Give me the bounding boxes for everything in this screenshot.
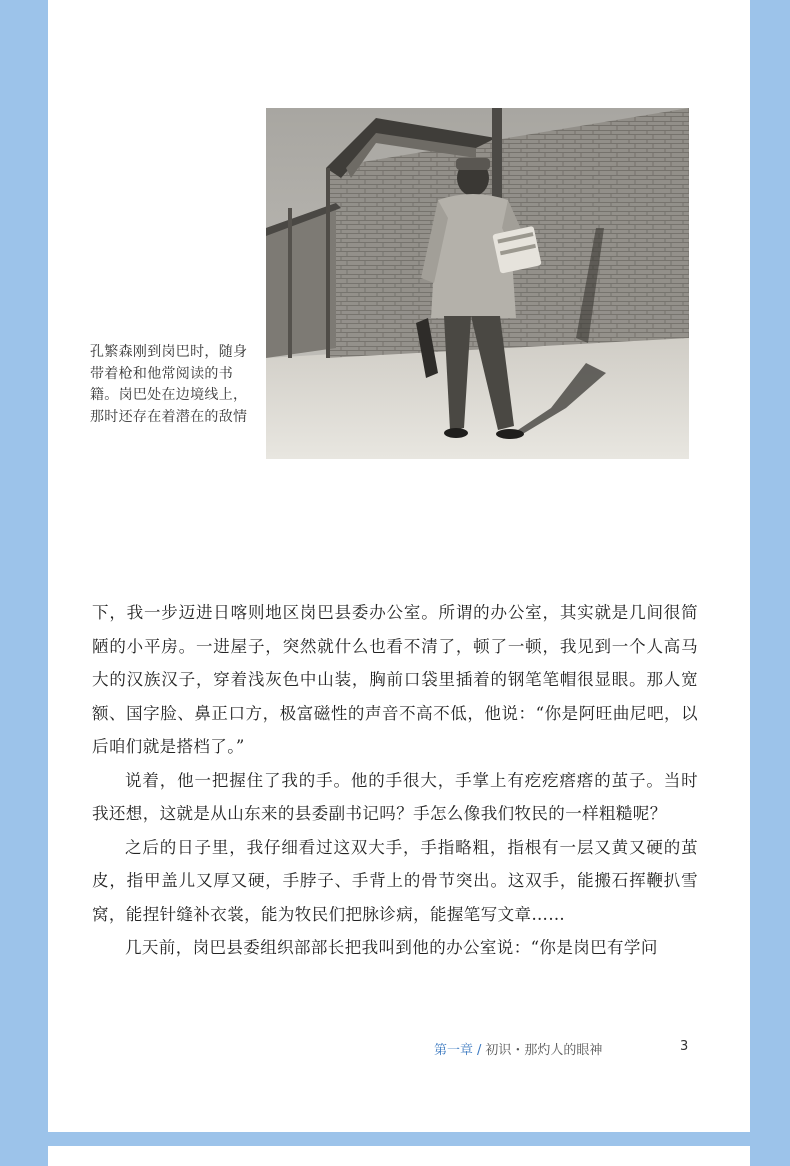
chapter-label: 第一章 bbox=[434, 1043, 474, 1058]
footer-separator: / bbox=[477, 1043, 482, 1058]
next-page-edge bbox=[48, 1146, 750, 1166]
paragraph: 下，我一步迈进日喀则地区岗巴县委办公室。所谓的办公室，其实就是几间很简陋的小平房。一进屋子，突然就什么也看不清了，顿了一顿，我见到一个人高马大的汉族汉子，穿着浅灰色中山装，胸前口袋里插着的钢笔笔帽很显眼。那人宽额、国字脸、鼻正口方，极富磁性的声音不高不低，他说：“你是阿旺曲尼吧，以后咱们就是搭档了。” bbox=[92, 603, 698, 756]
photo-man-with-books-icon bbox=[266, 108, 689, 459]
historical-photo bbox=[266, 108, 689, 459]
chapter-title: 初识・那灼人的眼神 bbox=[485, 1043, 603, 1058]
page-number: 3 bbox=[680, 1039, 689, 1054]
running-footer bbox=[434, 1039, 602, 1058]
book-page bbox=[48, 0, 750, 1132]
paragraph: 之后的日子里，我仔细看过这双大手，手指略粗，指根有一层又黄又硬的茧皮，指甲盖儿又厚又硬，手脖子、手背上的骨节突出。这双手，能搬石挥鞭扒雪窝，能捏针缝补衣裳，能为牧民们把脉诊病，能握笔写文章…… bbox=[92, 837, 698, 924]
body-text bbox=[92, 596, 698, 965]
paragraph: 几天前，岗巴县委组织部部长把我叫到他的办公室说：“你是岗巴有学问 bbox=[125, 938, 658, 957]
photo-caption: 孔繁森刚到岗巴时，随身带着枪和他常阅读的书籍。岗巴处在边境线上，那时还存在着潜在的敌情 bbox=[90, 344, 248, 425]
paragraph: 说着，他一把握住了我的手。他的手很大，手掌上有疙疙瘩瘩的茧子。当时我还想，这就是从山东来的县委副书记吗？手怎么像我们牧民的一样粗糙呢？ bbox=[92, 770, 698, 823]
